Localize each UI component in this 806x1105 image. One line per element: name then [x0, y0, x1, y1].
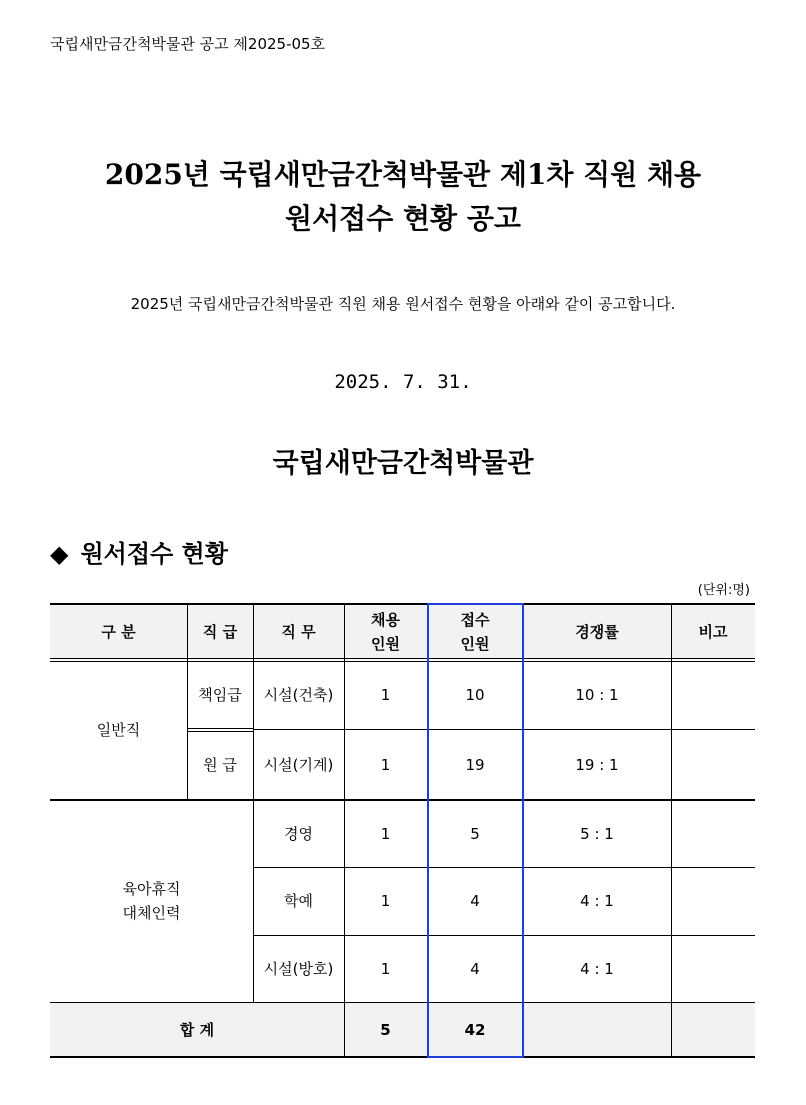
duty-cell: 경영 — [284, 824, 313, 843]
intro-text: 2025년 국립새만금간척박물관 직원 채용 원서접수 현황을 아래와 같이 공고합니다. — [130, 295, 676, 313]
remarks-cell — [671, 800, 755, 867]
grade-cell: 원 급 — [203, 756, 237, 774]
remarks-cell — [671, 935, 755, 1002]
header-double-rule-b — [50, 661, 755, 662]
header-hires — [344, 603, 427, 660]
remarks-cell — [671, 730, 755, 800]
category-parental-leave-substitute — [50, 800, 253, 1002]
col-rule — [253, 603, 254, 1002]
header-ratio: 경쟁률 — [523, 603, 671, 660]
hires-cell: 1 — [380, 892, 391, 910]
ratio-cell: 5 : 1 — [580, 824, 614, 843]
header-applicants — [427, 603, 523, 660]
applicants-cell: 19 — [465, 756, 485, 774]
duty-cell: 시설(방호) — [263, 959, 334, 978]
header-hires-line2: 인원 — [371, 634, 400, 653]
total-remarks — [671, 1002, 755, 1057]
notice-date: 2025. 7. 31. — [334, 371, 472, 393]
total-hires: 5 — [344, 1002, 427, 1057]
col-rule — [523, 603, 524, 1058]
header-remarks: 비고 — [671, 603, 755, 660]
hires-cell: 1 — [380, 824, 391, 843]
group-rule — [50, 799, 755, 801]
category-line2: 대체인력 — [122, 904, 181, 922]
applicants-cell: 4 — [470, 959, 480, 978]
header-double-rule-a — [50, 658, 755, 659]
header-grade: 직 급 — [187, 603, 253, 660]
col-rule — [427, 603, 428, 1058]
col-rule — [187, 603, 188, 800]
category-line1: 육아휴직 — [122, 880, 181, 898]
duty-cell: 시설(건축) — [263, 686, 334, 704]
page-title: 2025년 국립새만금간척박물관 제1차 직원 채용 — [104, 158, 702, 191]
hires-cell: 1 — [380, 959, 391, 978]
total-ratio — [523, 1002, 671, 1057]
col-rule — [344, 603, 345, 1058]
ratio-cell: 10 : 1 — [575, 686, 619, 704]
category-general: 일반직 — [96, 721, 141, 739]
remarks-cell — [671, 660, 755, 730]
page-subtitle: 원서접수 현황 공고 — [285, 202, 521, 235]
table-top-rule — [50, 603, 755, 605]
col-rule — [671, 603, 672, 1058]
ratio-cell: 4 : 1 — [580, 892, 614, 910]
hires-cell: 1 — [380, 756, 391, 774]
grade-cell: 책임급 — [198, 686, 242, 704]
row-rule — [253, 867, 755, 868]
row-rule — [253, 729, 755, 730]
total-rule — [50, 1002, 755, 1003]
section-heading — [50, 534, 228, 569]
applications-table — [50, 603, 755, 1058]
total-label: 합 계 — [50, 1002, 344, 1057]
header-category: 구 분 — [50, 603, 187, 660]
applicants-cell: 5 — [470, 824, 480, 843]
applicants-cell: 10 — [465, 686, 485, 704]
unit-note: (단위:명) — [697, 583, 750, 598]
duty-cell: 시설(기계) — [263, 756, 334, 774]
ratio-cell: 19 : 1 — [575, 756, 619, 774]
header-duty: 직 무 — [253, 603, 344, 660]
total-applicants: 42 — [427, 1002, 523, 1057]
table-bottom-rule — [50, 1056, 755, 1058]
section-heading-text: 원서접수 현황 — [80, 539, 228, 568]
row-rule — [253, 935, 755, 936]
organization-name: 국립새만금간척박물관 — [272, 448, 534, 479]
applicants-cell: 4 — [470, 892, 480, 910]
grade-double-rule-b — [187, 731, 253, 732]
grade-double-rule-a — [187, 728, 253, 729]
header-hires-line1: 채용 — [371, 610, 400, 629]
ratio-cell: 4 : 1 — [580, 959, 614, 978]
duty-cell: 학예 — [284, 892, 313, 910]
remarks-cell — [671, 867, 755, 935]
hires-cell: 1 — [380, 686, 391, 704]
header-applicants-line2: 인원 — [460, 634, 490, 653]
diamond-bullet-icon: ◆ — [50, 539, 69, 568]
header-applicants-line1: 접수 — [460, 610, 490, 629]
notice-number: 국립새만금간척박물관 공고 제2025-05호 — [50, 35, 326, 53]
